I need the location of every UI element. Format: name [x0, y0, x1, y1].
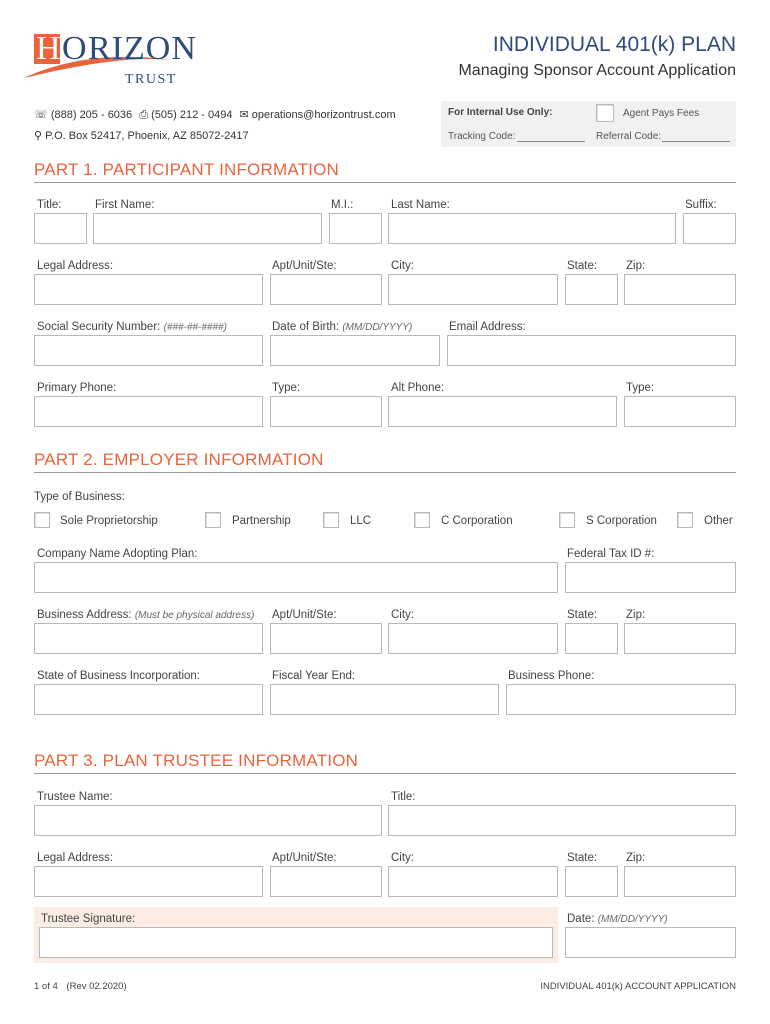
trustee-zip-input[interactable] [624, 866, 736, 897]
footer-page-info [34, 981, 127, 992]
suffix-input[interactable] [683, 213, 736, 244]
business-phone-label: Business Phone: [508, 670, 595, 682]
fax-icon: ⎙ [139, 109, 149, 121]
trustee-apt-input[interactable] [270, 866, 382, 897]
contact-email: operations@horizontrust.com [251, 109, 396, 121]
business-address-hint: (Must be physical address) [134, 610, 255, 621]
title-label: Title: [37, 199, 62, 211]
fiscal-year-label: Fiscal Year End: [272, 670, 356, 682]
trustee-state-input[interactable] [565, 866, 618, 897]
zip-input[interactable] [624, 274, 736, 305]
c-corporation-checkbox[interactable] [414, 512, 430, 528]
business-city-input[interactable] [388, 623, 558, 654]
phone-type-label: Type: [272, 382, 301, 394]
trustee-signature-label: Trustee Signature: [41, 913, 136, 925]
dob-label [272, 321, 412, 333]
legal-address-label: Legal Address: [37, 260, 114, 272]
company-name-label: Company Name Adopting Plan: [37, 548, 198, 560]
agent-pays-checkbox[interactable] [596, 104, 614, 122]
date-label [567, 913, 668, 925]
revision: (Rev 02.2020) [66, 981, 127, 992]
s-corporation-checkbox[interactable] [559, 512, 575, 528]
s-corporation-label: S Corporation [586, 515, 657, 527]
ssn-hint: (###-##-####) [163, 322, 227, 333]
document-title: INDIVIDUAL 401(k) PLAN [492, 33, 736, 56]
last-name-input[interactable] [388, 213, 676, 244]
part3-title: PART 3. PLAN TRUSTEE INFORMATION [34, 751, 359, 770]
email-label: Email Address: [449, 321, 526, 333]
trustee-title-input[interactable] [388, 805, 736, 836]
trustee-zip-label: Zip: [626, 852, 646, 864]
first-name-label: First Name: [95, 199, 155, 211]
phone-type-input[interactable] [270, 396, 382, 427]
business-city-label: City: [391, 609, 414, 621]
dob-input[interactable] [270, 335, 440, 366]
date-hint: (MM/DD/YYYY) [597, 914, 668, 925]
part3-divider [34, 773, 736, 774]
suffix-label: Suffix: [685, 199, 717, 211]
state-label: State: [567, 260, 598, 272]
referral-code-field[interactable] [662, 141, 730, 142]
mi-label: M.I.: [331, 199, 354, 211]
apt-label: Apt/Unit/Ste: [272, 260, 337, 272]
trustee-legal-address-input[interactable] [34, 866, 263, 897]
state-incorp-input[interactable] [34, 684, 263, 715]
ssn-label-text: Social Security Number: [37, 321, 161, 333]
trustee-name-input[interactable] [34, 805, 382, 836]
trustee-state-label: State: [567, 852, 598, 864]
phone-icon: ☏ [34, 109, 48, 121]
trustee-legal-address-label: Legal Address: [37, 852, 114, 864]
tracking-code-field[interactable] [517, 141, 585, 142]
date-label-text: Date: [567, 913, 595, 925]
sole-proprietorship-checkbox[interactable] [34, 512, 50, 528]
business-address-input[interactable] [34, 623, 263, 654]
location-pin-icon: ⚲ [34, 130, 43, 142]
llc-checkbox[interactable] [323, 512, 339, 528]
tracking-code-label: Tracking Code: [448, 131, 516, 142]
federal-tax-label: Federal Tax ID #: [567, 548, 655, 560]
document-subtitle: Managing Sponsor Account Application [458, 62, 736, 79]
business-apt-label: Apt/Unit/Ste: [272, 609, 337, 621]
email-input[interactable] [447, 335, 736, 366]
alt-phone-type-label: Type: [626, 382, 655, 394]
part2-divider [34, 472, 736, 473]
partnership-label: Partnership [232, 515, 291, 527]
business-state-input[interactable] [565, 623, 618, 654]
contact-line [34, 108, 396, 122]
business-address-label [37, 609, 254, 621]
trustee-title-label: Title: [391, 791, 416, 803]
trustee-city-label: City: [391, 852, 414, 864]
alt-phone-label: Alt Phone: [391, 382, 445, 394]
city-input[interactable] [388, 274, 558, 305]
legal-address-input[interactable] [34, 274, 263, 305]
business-phone-input[interactable] [506, 684, 736, 715]
logo-letter-h: H [36, 30, 61, 67]
trustee-city-input[interactable] [388, 866, 558, 897]
business-zip-input[interactable] [624, 623, 736, 654]
partnership-checkbox[interactable] [205, 512, 221, 528]
part1-title: PART 1. PARTICIPANT INFORMATION [34, 160, 340, 179]
referral-code-label: Referral Code: [596, 131, 662, 142]
type-of-business-label: Type of Business: [34, 491, 125, 503]
business-address-label-text: Business Address: [37, 609, 132, 621]
mi-input[interactable] [329, 213, 382, 244]
page-number: 1 of 4 [34, 981, 58, 992]
trustee-name-label: Trustee Name: [37, 791, 113, 803]
dob-label-text: Date of Birth: [272, 321, 340, 333]
footer-doc-name: INDIVIDUAL 401(k) ACCOUNT APPLICATION [540, 981, 736, 992]
internal-use-heading: For Internal Use Only: [448, 107, 553, 118]
llc-label: LLC [350, 515, 372, 527]
trustee-signature-input[interactable] [39, 927, 553, 958]
logo-letter-o: O [62, 30, 87, 67]
internal-use-panel [441, 101, 736, 147]
address-line [34, 129, 249, 142]
zip-label: Zip: [626, 260, 646, 272]
part1-divider [34, 182, 736, 183]
title-input[interactable] [34, 213, 87, 244]
city-label: City: [391, 260, 414, 272]
contact-phone: (888) 205 - 6036 [50, 109, 133, 121]
business-zip-label: Zip: [626, 609, 646, 621]
dob-hint: (MM/DD/YYYY) [342, 322, 413, 333]
federal-tax-input[interactable] [565, 562, 736, 593]
state-incorp-label: State of Business Incorporation: [37, 670, 201, 682]
date-input[interactable] [565, 927, 736, 958]
agent-pays-label: Agent Pays Fees [623, 108, 700, 119]
state-input[interactable] [565, 274, 618, 305]
ssn-label [37, 321, 227, 333]
ssn-input[interactable] [34, 335, 263, 366]
first-name-input[interactable] [93, 213, 322, 244]
other-checkbox[interactable] [677, 512, 693, 528]
contact-address: P.O. Box 52417, Phoenix, AZ 85072-2417 [45, 130, 249, 142]
business-state-label: State: [567, 609, 598, 621]
sole-proprietorship-label: Sole Proprietorship [60, 515, 158, 527]
logo-name: RIZON [88, 30, 197, 67]
fiscal-year-input[interactable] [270, 684, 499, 715]
c-corporation-label: C Corporation [441, 515, 513, 527]
apt-input[interactable] [270, 274, 382, 305]
other-label: Other [704, 515, 733, 527]
primary-phone-input[interactable] [34, 396, 263, 427]
horizon-trust-logo [22, 30, 237, 92]
part2-title: PART 2. EMPLOYER INFORMATION [34, 450, 324, 469]
trustee-apt-label: Apt/Unit/Ste: [272, 852, 337, 864]
logo-sub: TRUST [125, 72, 177, 87]
business-apt-input[interactable] [270, 623, 382, 654]
last-name-label: Last Name: [391, 199, 450, 211]
alt-phone-type-input[interactable] [624, 396, 736, 427]
company-name-input[interactable] [34, 562, 558, 593]
alt-phone-input[interactable] [388, 396, 617, 427]
primary-phone-label: Primary Phone: [37, 382, 117, 394]
email-icon: ✉ [239, 109, 249, 121]
contact-fax: (505) 212 - 0494 [151, 109, 233, 121]
